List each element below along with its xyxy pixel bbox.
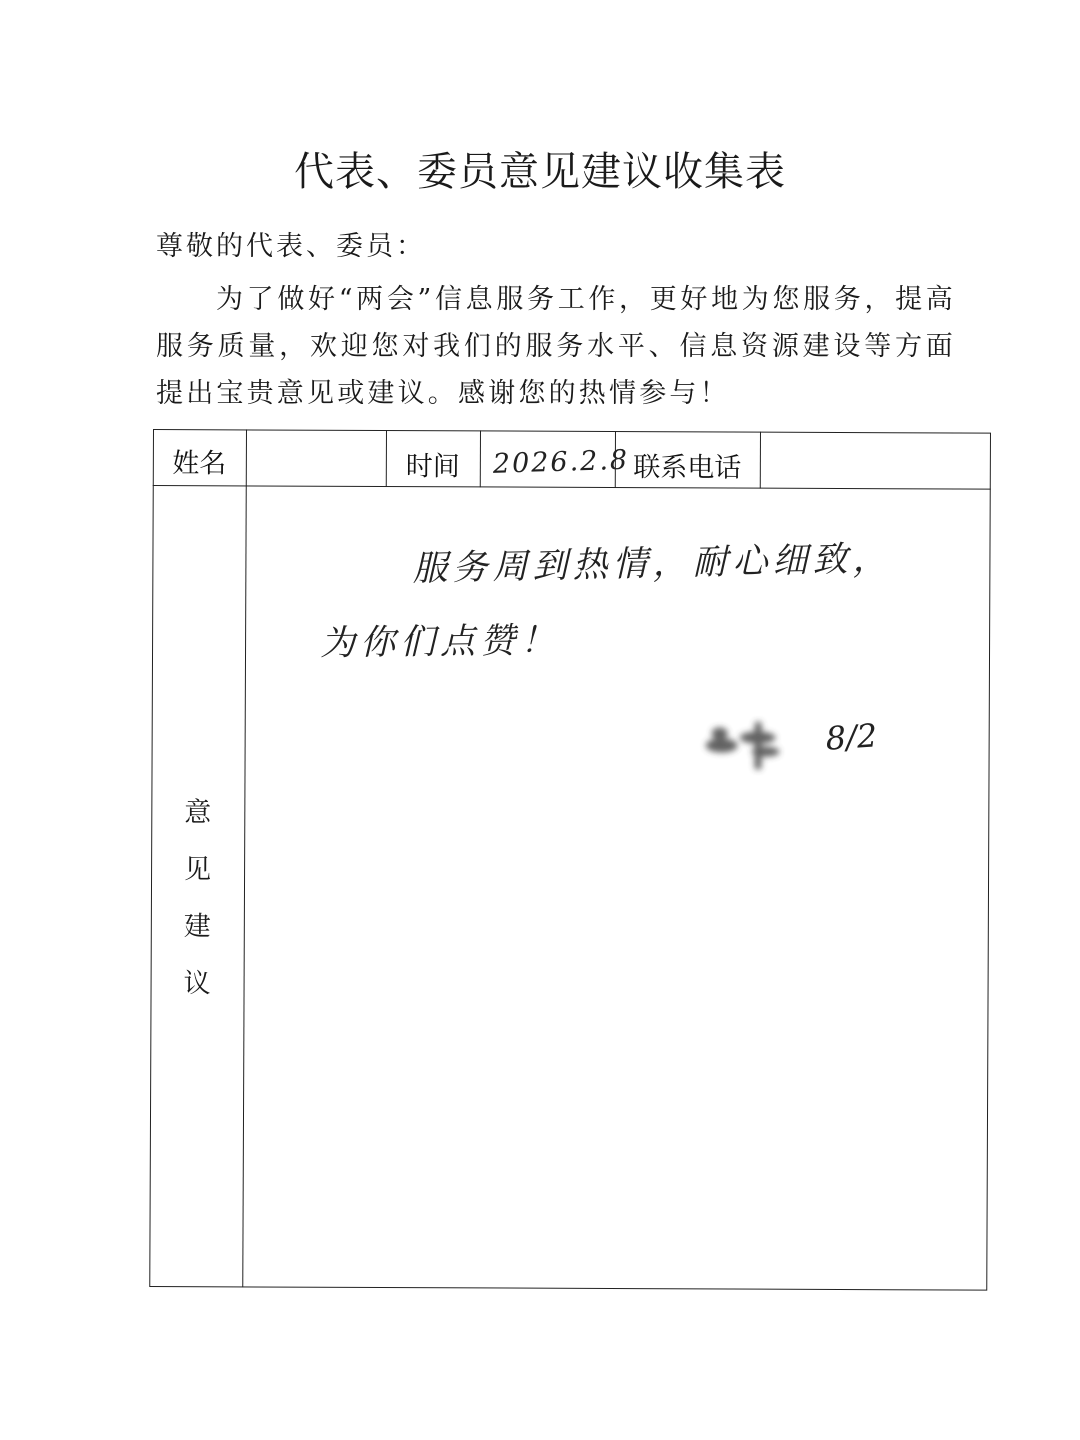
handwritten-comment-line: 为你们点赞！ <box>319 620 561 664</box>
signature-date: 8/2 <box>824 716 879 758</box>
salutation: 尊敬的代表、委员： <box>156 231 426 262</box>
form-title: 代表、委员意见建议收集表 <box>294 149 786 195</box>
comment-label-char: 议 <box>183 968 211 1000</box>
comment-label <box>150 784 244 1012</box>
time-label: 时间 <box>405 451 460 483</box>
feedback-form-table <box>149 429 1001 1291</box>
time-value: 2026.2.8 <box>492 444 630 480</box>
comment-label-char: 建 <box>183 911 211 943</box>
phone-label: 联系电话 <box>633 452 742 484</box>
comment-label-char: 见 <box>184 854 212 886</box>
comment-label-char: 意 <box>184 797 212 829</box>
name-label: 姓名 <box>172 448 227 480</box>
handwritten-comment-line: 服务周到热情，耐心细致， <box>412 538 893 590</box>
intro-paragraph: 为了做好“两会”信息服务工作，更好地为您服务，提高服务质量，欢迎您对我们的服务水平、信息资源建设等方面提出宝贵意见或建议。感谢您的热情参与！ <box>156 284 956 409</box>
blurred-signature <box>699 711 795 775</box>
